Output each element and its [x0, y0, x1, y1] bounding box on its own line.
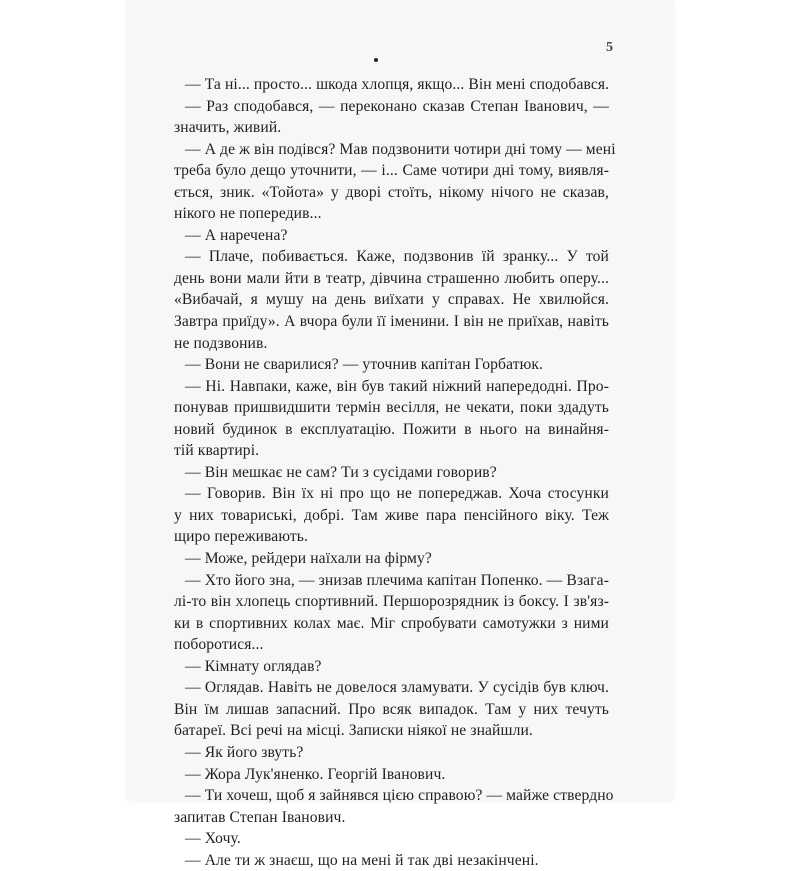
text-line: Він їм лишав запасний. Про всяк випадок. Там у них течуть [174, 700, 609, 718]
text-line: «Вибачай, я мушу на день виїхати у справах. Не хвилюйся. [174, 291, 609, 309]
text-line: батареї. Всі речі на місці. Записки ніякої не знайшли. [174, 722, 533, 740]
text-line: не подзвонив. [174, 334, 268, 352]
text-line: у них товариські, добрі. Там живе пара пенсійного віку. Теж [174, 506, 609, 524]
text-line: поборотися... [174, 636, 264, 654]
text-line: ється, зник. «Тойота» у дворі стоїть, нікому нічого не сказав, [174, 183, 609, 201]
text-line: — А наречена? [185, 226, 288, 244]
text-line: — Але ти ж знаєш, що на мені й так дві незакінчені. [185, 851, 539, 869]
text-line: нікого не попередив... [174, 205, 322, 223]
text-line: треба було дещо уточнити, — і... Саме чотири дні тому, виявля- [174, 162, 609, 180]
text-line: — Раз сподобався, — переконано сказав Степан Іванович, — [185, 97, 609, 115]
text-line: — Оглядав. Навіть не довелося зламувати. У сусідів був ключ. [185, 679, 609, 697]
text-line: — Вони не сварилися? — уточнив капітан Горбатюк. [185, 356, 544, 374]
text-line: — Кімнату оглядав? [185, 657, 322, 675]
text-line: — Як його звуть? [185, 743, 304, 761]
ink-dot [374, 58, 378, 62]
text-line: — Та ні... просто... шкода хлопця, якщо... Він мені сподобався. [185, 76, 610, 93]
text-line: — Плаче, побивається. Каже, подзвонив їй зранку... У той [185, 248, 609, 266]
text-line: — Жора Лук'яненко. Георгій Іванович. [185, 765, 446, 783]
page-text [174, 74, 616, 871]
text-line: — Хто його зна, — знизав плечима капітан Попенко. — Взага- [185, 571, 609, 589]
text-line: запитав Степан Іванович. [174, 808, 346, 826]
page-number: 5 [606, 40, 613, 55]
text-line: — Може, рейдери наїхали на фірму? [185, 550, 432, 568]
text-line: — Хочу. [185, 830, 241, 848]
text-line: ки в спортивних колах має. Міг спробувати самотужки з ними [174, 614, 609, 632]
text-line: день вони мали йти в театр, дівчина страшенно любить оперу... [174, 269, 609, 287]
text-line: — Говорив. Він їх ні про що не попереджав. Хоча стосунки [185, 485, 609, 503]
text-line: — Ні. Навпаки, каже, він був такий ніжний напередодні. Про- [185, 377, 609, 395]
text-line: новий будинок в експлуатацію. Пожити в нього на винайня- [174, 420, 609, 438]
text-line: значить, живий. [174, 119, 282, 137]
text-line: лі-то він хлопець спортивний. Першорозрядник із боксу. І зв'яз- [174, 593, 609, 611]
text-line: — Ти хочеш, щоб я зайнявся цією справою? — майже ствердно [185, 787, 614, 805]
text-line: — Він мешкає не сам? Ти з сусідами говорив? [185, 463, 497, 481]
text-line: Завтра приїду». А вчора були її іменини. І він не приїхав, навіть [174, 313, 609, 331]
text-line: понував пришвидшити термін весілля, не чекати, поки здадуть [174, 399, 609, 417]
text-line: тій квартирі. [174, 442, 260, 460]
text-line: — А де ж він подівся? Мав подзвонити чотири дні тому — мені [185, 140, 616, 158]
text-line: щиро переживають. [174, 528, 308, 546]
book-page [128, 0, 673, 869]
